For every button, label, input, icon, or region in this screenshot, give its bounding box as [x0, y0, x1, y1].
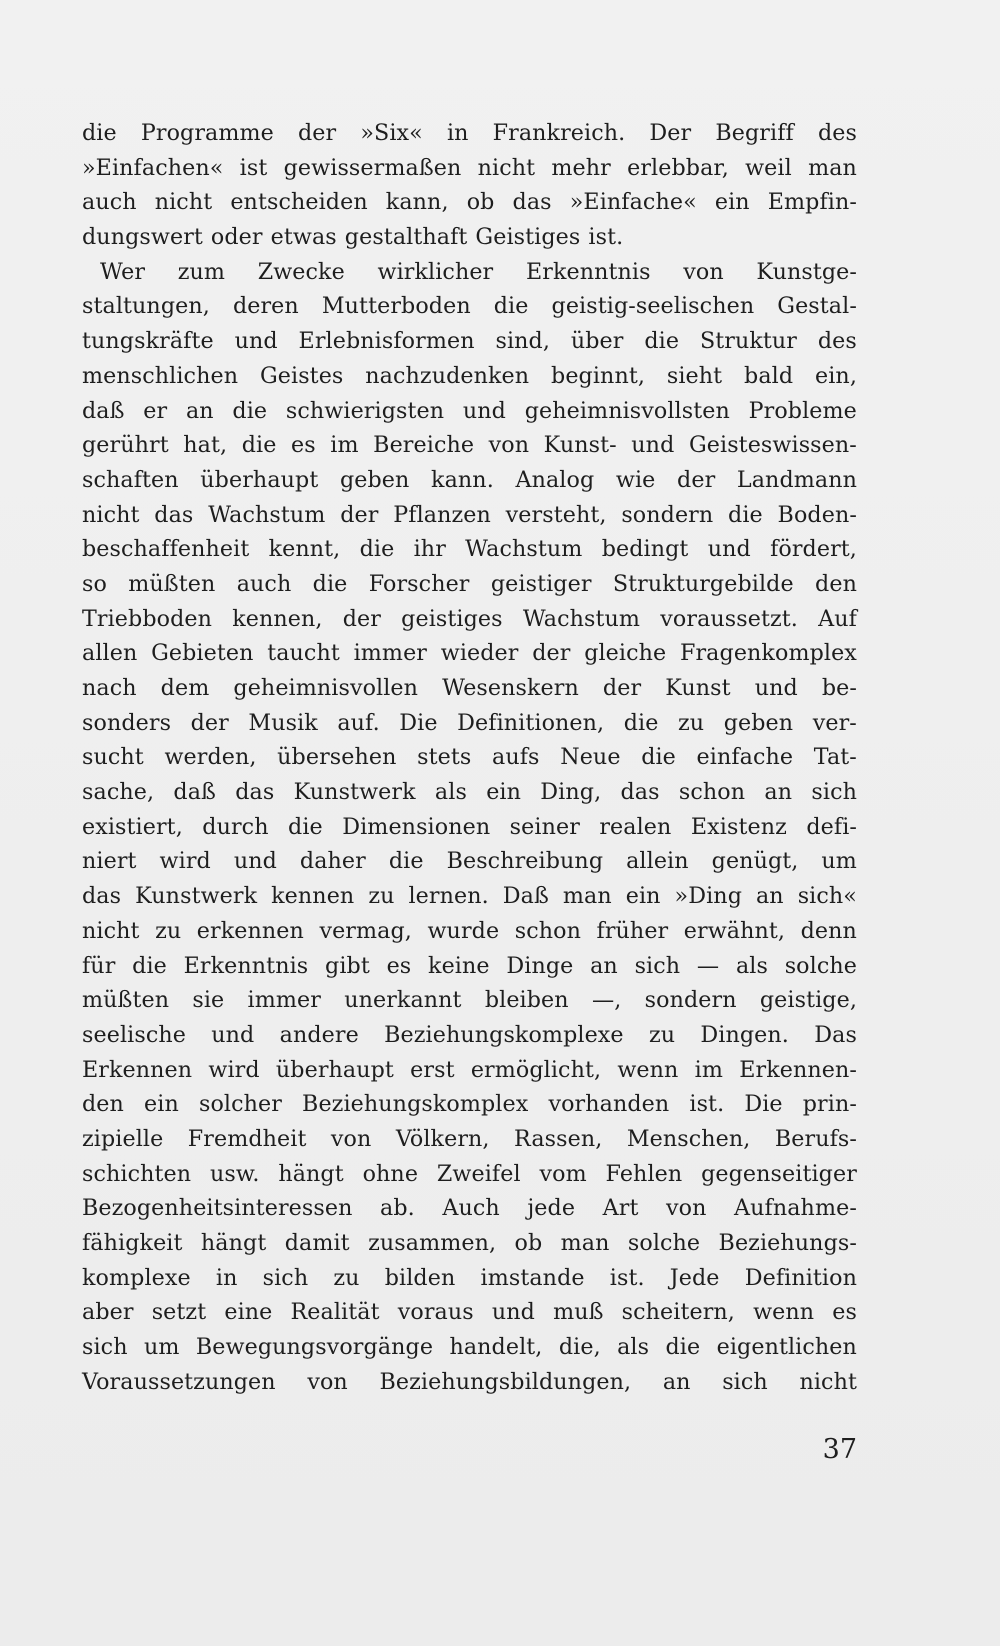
- page-number: 37: [822, 1434, 857, 1465]
- text-line: aber setzt eine Realität voraus und muß scheitern, wenn es: [82, 1299, 857, 1326]
- text-line: nicht zu erkennen vermag, wurde schon früher erwähnt, denn: [82, 917, 857, 944]
- text-line: auch nicht entscheiden kann, ob das »Einfache« ein Empfin-: [82, 189, 857, 216]
- text-line: tungskräfte und Erlebnisformen sind, über die Struktur des: [82, 328, 857, 355]
- text-line: »Einfachen« ist gewissermaßen nicht mehr erlebbar, weil man: [82, 154, 857, 181]
- text-line: schichten usw. hängt ohne Zweifel vom Fehlen gegenseitiger: [82, 1160, 857, 1187]
- text-line: das Kunstwerk kennen zu lernen. Daß man ein »Ding an sich«: [82, 883, 857, 910]
- text-line: menschlichen Geistes nachzudenken beginnt, sieht bald ein,: [82, 362, 857, 389]
- text-line: staltungen, deren Mutterboden die geistig-seelischen Gestal-: [82, 293, 857, 320]
- text-line: sich um Bewegungsvorgänge handelt, die, als die eigentlichen: [82, 1334, 857, 1361]
- text-line: beschaffenheit kennt, die ihr Wachstum bedingt und fördert,: [82, 536, 857, 563]
- text-line: sache, daß das Kunstwerk als ein Ding, das schon an sich: [82, 779, 857, 806]
- text-line: schaften überhaupt geben kann. Analog wie der Landmann: [82, 466, 857, 493]
- text-line: gerührt hat, die es im Bereiche von Kunst- und Geisteswissen-: [82, 432, 857, 459]
- text-line: Triebboden kennen, der geistiges Wachstum voraussetzt. Auf: [82, 605, 857, 632]
- body-text: [82, 120, 857, 1403]
- text-line: niert wird und daher die Beschreibung allein genügt, um: [82, 848, 857, 875]
- text-line: zipielle Fremdheit von Völkern, Rassen, Menschen, Berufs-: [82, 1125, 857, 1152]
- text-line: nach dem geheimnisvollen Wesenskern der Kunst und be-: [82, 675, 857, 701]
- text-line: existiert, durch die Dimensionen seiner realen Existenz defi-: [82, 813, 857, 840]
- text-line: müßten sie immer unerkannt bleiben —, sondern geistige,: [82, 987, 857, 1014]
- text-line: so müßten auch die Forscher geistiger Strukturgebilde den: [82, 570, 857, 597]
- text-line: Bezogenheitsinteressen ab. Auch jede Art von Aufnahme-: [82, 1195, 857, 1222]
- text-line: allen Gebieten taucht immer wieder der gleiche Fragenkomplex: [82, 640, 857, 667]
- text-line: daß er an die schwierigsten und geheimnisvollsten Probleme: [82, 397, 857, 424]
- text-line: die Programme der »Six« in Frankreich. Der Begriff des: [82, 120, 857, 146]
- text-line: den ein solcher Beziehungskomplex vorhanden ist. Die prin-: [82, 1091, 857, 1118]
- text-line: dungswert oder etwas gestalthaft Geistiges ist.: [82, 224, 624, 251]
- text-line: nicht das Wachstum der Pflanzen versteht, sondern die Boden-: [82, 501, 857, 528]
- text-line: seelische und andere Beziehungskomplexe zu Dingen. Das: [82, 1021, 857, 1048]
- text-line: komplexe in sich zu bilden imstande ist. Jede Definition: [82, 1264, 857, 1291]
- text-line: für die Erkenntnis gibt es keine Dinge an sich — als solche: [82, 952, 857, 979]
- text-line: sonders der Musik auf. Die Definitionen, die zu geben ver-: [82, 709, 857, 736]
- text-line: Voraussetzungen von Beziehungsbildungen, an sich nicht: [82, 1368, 857, 1395]
- text-line: fähigkeit hängt damit zusammen, ob man solche Beziehungs-: [82, 1230, 857, 1256]
- text-line: sucht werden, übersehen stets aufs Neue die einfache Tat-: [82, 744, 857, 771]
- text-line: Wer zum Zwecke wirklicher Erkenntnis von Kunstge-: [100, 258, 857, 285]
- text-line: Erkennen wird überhaupt erst ermöglicht, wenn im Erkennen-: [82, 1056, 857, 1083]
